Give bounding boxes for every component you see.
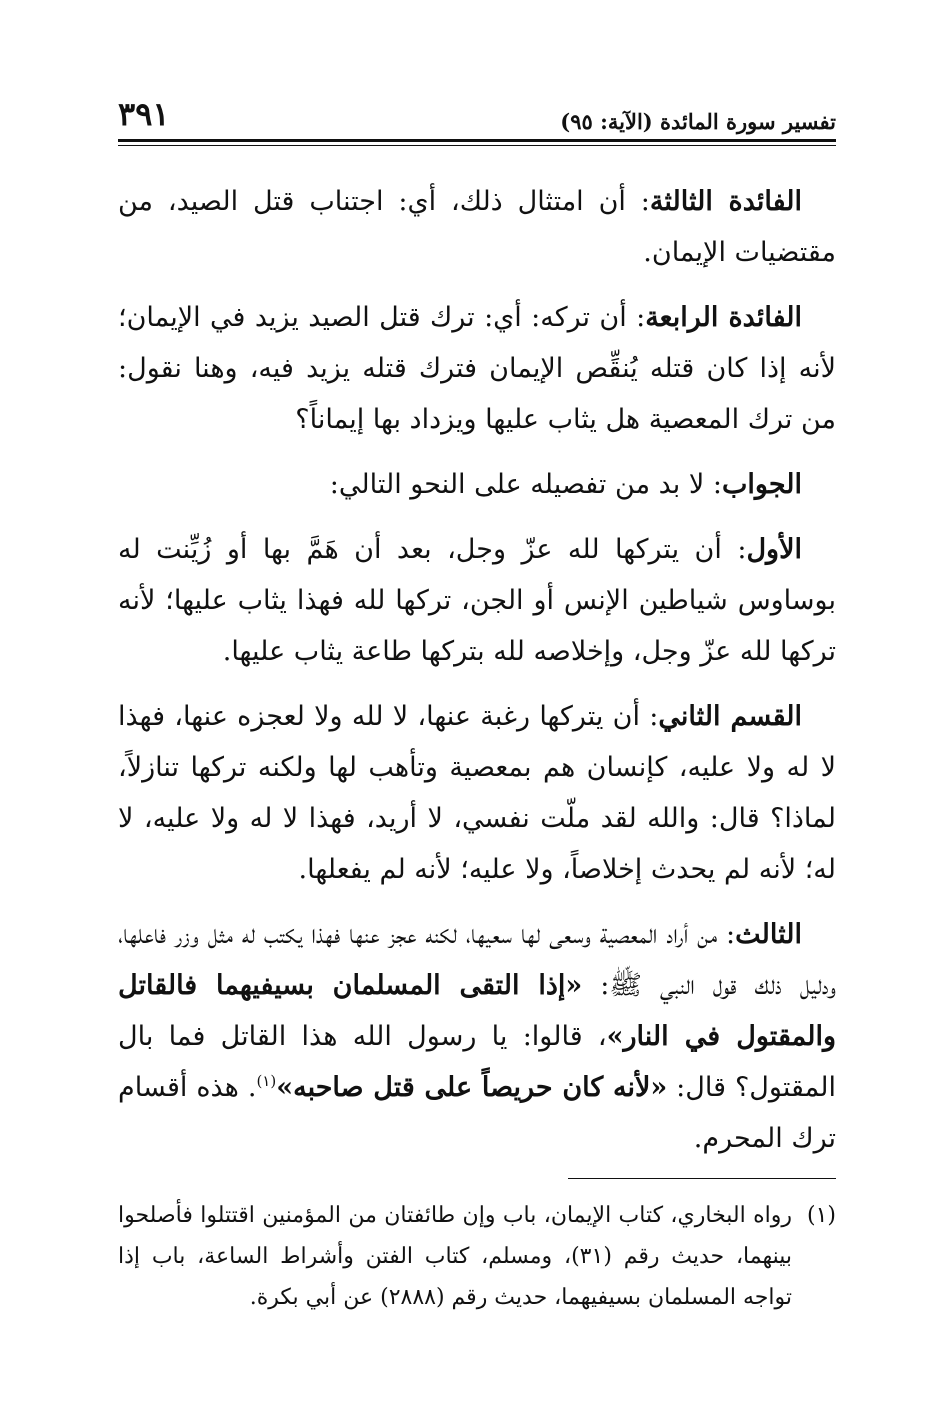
hadith-quote: «لأنه كان حريصاً على قتل صاحبه»: [276, 1072, 668, 1103]
paragraph-heading: الثالث: [735, 919, 802, 950]
paragraph-text: : من أراد المعصية وسعى لها سعيها، لكنه عجز عنها فهذا يكتب له مثل وزر فاعلها، ودليل ذلك قول النبي ﷺ:: [118, 919, 837, 1001]
paragraph-fourth-benefit: [118, 292, 836, 445]
footnote-text: رواه البخاري، كتاب الإيمان، باب وإن طائفتان من المؤمنين اقتتلوا فأصلحوا بينهما، حديث رقم (٣١)، ومسلم، كتاب الفتن وأشراط الساعة، باب إذا تواجه المسلمان بسيفيهما، حديث رقم (٢٨٨٨) عن أبي بكرة.: [118, 1203, 793, 1310]
header-rule-thin: [118, 145, 836, 146]
hadith-quote: «إذا التقى المسلمان بسيفيهما فالقاتل والمقتول في النار»: [118, 970, 836, 1052]
paragraph-first-case: [118, 524, 836, 677]
footnote-separator-wrap: [118, 1178, 836, 1179]
paragraph-heading: الجواب: [721, 469, 802, 500]
footnote-marker: (١): [806, 1203, 836, 1228]
paragraph-heading: الأول: [746, 534, 802, 565]
paragraph-third-benefit: [118, 176, 836, 278]
paragraph-heading: الفائدة الرابعة: [645, 302, 802, 333]
paragraph-second-case: [118, 691, 836, 895]
main-text: [118, 176, 836, 1164]
footnotes: [118, 1195, 836, 1318]
header-rule-thick: [118, 139, 836, 142]
paragraph-third-case: [118, 909, 836, 1164]
book-page: [118, 95, 836, 1318]
paragraph-text: . هذه أقسام ترك المحرم.: [118, 1072, 836, 1154]
footnote-reference[interactable]: (١): [256, 1072, 277, 1090]
paragraph-answer: [118, 459, 836, 510]
paragraph-text: : أن تركه: أي: ترك قتل الصيد يزيد في الإيمان؛ لأنه إذا كان قتله يُنقِّص الإيمان فترك قتله يزيد فيه، وهنا نقول: من ترك المعصية هل يثاب عليها ويزداد بها إيماناً؟: [118, 302, 836, 435]
paragraph-text: ، قالوا: يا رسول الله هذا القاتل فما بال المقتول؟ قال:: [118, 1021, 836, 1103]
paragraph-text: : أن يتركها لله عزّ وجل، بعد أن هَمَّ بها أو زُيِّنت له بوساوس شياطين الإنس أو الجن، تركها لله فهذا يثاب عليها؛ لأنه تركها لله عزّ وجل، وإخلاصه لله بتركها طاعة يثاب عليها.: [118, 534, 836, 667]
paragraph-text: : أن يتركها رغبة عنها، لا لله ولا لعجزه عنها، فهذا لا له ولا عليه، كإنسان هم بمعصية وتأهب لها ولكنه تركها تنازلاً، لماذا؟ قال: والله لقد ملّت نفسي، لا أريد، فهذا لا له ولا عليه، لا له؛ لأنه لم يحدث إخلاصاً، ولا عليه؛ لأنه لم يفعلها.: [118, 701, 836, 885]
page-header: [118, 95, 836, 139]
paragraph-text: : لا بد من تفصيله على النحو التالي:: [329, 469, 722, 500]
paragraph-heading: الفائدة الثالثة: [649, 186, 802, 217]
page-number: ٣٩١: [118, 95, 170, 133]
paragraph-heading: القسم الثاني: [658, 701, 802, 732]
footnote-item: [118, 1195, 836, 1318]
footnote-separator: [568, 1178, 836, 1179]
running-title: تفسير سورة المائدة (الآية: ٩٥): [560, 109, 836, 134]
paragraph-text: : أن امتثال ذلك، أي: اجتناب قتل الصيد، من مقتضيات الإيمان.: [118, 186, 836, 268]
